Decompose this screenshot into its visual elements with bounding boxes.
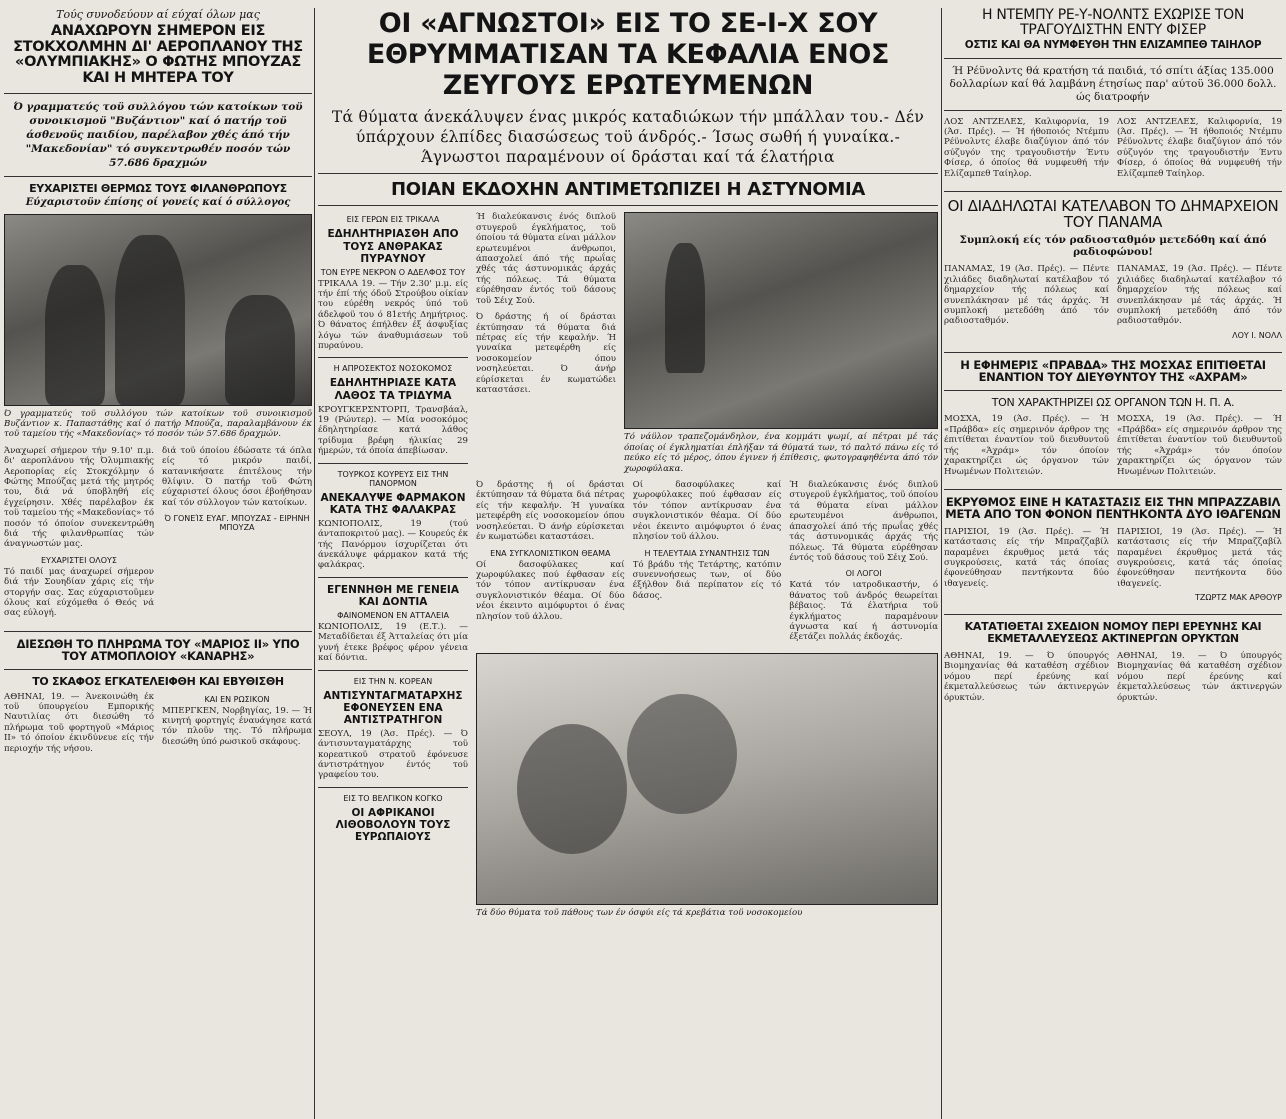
left-headline-2: ΔΙΕΣΩΘΗ ΤΟ ΠΛΗΡΩΜΑ ΤΟΥ «ΜΑΡΙΟΣ ΙΙ» ΥΠΟ ΤΟΥ ΑΤΜΟΠΛΟΙΟΥ «ΚΑΝΑΡΗΣ»	[16, 636, 300, 664]
right-body-cols-2	[944, 264, 1282, 345]
article-text: ΠΑΡΙΣΙΟΙ, 19 (Άσ. Πρές). — Ή κατάστασις είς τήν Μπραζζαβίλ παραμένει έκρυθμος μετά τάς συγκρούσεις, κατά τάς όποίας έφονεύθησαν πεντήκοντα δύο ιθαγενείς.	[1117, 526, 1282, 589]
left-deck: Ό γραμματεύς τοϋ συλλόγου τών κατοίκων τοϋ συνοικισμοϋ "Βυζάντιον" καί ό πατήρ τοϋ άσθενοϋς παιδίου, παρέλαβον χθές άπό τήν "Μακεδονίαν" τό συγκεντρωθέν ποσόν τών 57.686 δραχμών	[13, 100, 303, 169]
left-headline: ΑΝΑΧΩΡΟΥΝ ΣΗΜΕΡΟΝ ΕΙΣ ΣΤΟΚΧΟΛΜΗΝ ΔΙ' ΑΕΡΟΠΛΑΝΟΥ ΤΗΣ «ΟΛΥΜΠΙΑΚΗΣ» Ο ΦΩΤΗΣ ΜΠΟΥΖΑΣ ΚΑΙ Η ΜΗΤΕΡΑ ΤΟΥ	[13, 23, 303, 86]
divider	[944, 110, 1282, 111]
brief-kicker: ΕΙΣ ΤΟ ΒΕΛΓΙΚΟΝ ΚΟΓΚΟ	[343, 793, 443, 803]
right-headline-3: Η ΕΦΗΜΕΡΙΣ «ΠΡΑΒΔΑ» ΤΗΣ ΜΟΣΧΑΣ ΕΠΙΤΙΘΕΤΑΙ ΕΝΑΝΤΙΟΝ ΤΟΥ ΔΙΕΥΘΥΝΤΟΥ ΤΗΣ «ΑΧΡΑΜ»	[960, 357, 1266, 385]
article-text: Οί δασοφύλακες καί χωροφύλακες πού έφθασαν είς τόν τόπον αντίκρυσαν ένα συγκλονιστικόν θέαμα. Οί δύο νέοι έκειντο αιμόφυρτοι ό ένας πλησίον τοϋ άλλου.	[476, 559, 625, 622]
center-main-col	[476, 212, 616, 480]
brief-text: ΚΩΝΙΟΠΟΛΙΣ, 19 (Ε.Τ.). — Μεταδίδεται έξ Άτταλείας ότι μία γυνή έτεκε βρέφος φέρον γένεια καί δόντια.	[318, 621, 468, 664]
brief-sub: ΤΟΝ ΕΥΡΕ ΝΕΚΡΟΝ Ο ΑΔΕΛΦΟΣ ΤΟΥ	[320, 267, 466, 277]
center-main-story	[476, 212, 938, 924]
article-text: διά τοϋ όποίου έδώσατε τά όπλα είς τό μικρόν παιδί, κατανικήσατε έπιτέλους τήν θλίψιν. Ό πατήρ τοϋ Φώτη εύχαριστεί όλους όσοι έβοήθησαν καί τόν σύλλογον τών κατοίκων.	[162, 445, 312, 508]
divider	[944, 614, 1282, 615]
center-main-col	[476, 480, 625, 649]
article-text: ΑΘΗΝΑΙ, 19. — Ό ύπουργός Βιομηχανίας θά καταθέση σχέδιον νόμου περί έρεύνης καί έκμεταλλεύσεως τών άκτινεργών όρυκτών.	[1117, 650, 1282, 703]
divider	[944, 58, 1282, 59]
brief-headline: ΕΔΗΛΗΤΗΡΙΑΣΘΗ ΑΠΟ ΤΟΥΣ ΑΝΘΡΑΚΑΣ ΠΥΡΑΥΝΟΥ	[327, 228, 459, 265]
right-body-cols-3	[944, 414, 1282, 482]
brief-headline: ΟΙ ΑΦΡΙΚΑΝΟΙ ΛΙΘΟΒΟΛΟΥΝ ΤΟΥΣ ΕΥΡΩΠΑΙΟΥΣ	[335, 806, 451, 843]
right-deck-1: Ή Ρέϋνολντς θά κρατήση τά παιδιά, τό σπίτι άξίας 135.000 δολλαρίων καί θά λαμβάνη έτησίως παρ' αύτοϋ 36.000 δολλ. ώς διατροφήν	[949, 64, 1277, 103]
brief-text: ΚΡΟΥΓΚΕΡΣΝΤΟΡΠ, Τρανσβάαλ, 19 (Ρώυτερ). — Μία νοσοκόμος έδηλητηρίασε κατά λάθος τρίδυμα βρέφη ήλικίας 29 ήμερών, τά όποία άπεβίωσαν.	[318, 404, 468, 457]
right-headline-5: ΚΑΤΑΤΙΘΕΤΑΙ ΣΧΕΔΙΟΝ ΝΟΜΟΥ ΠΕΡΙ ΕΡΕΥΝΗΣ ΚΑΙ ΕΚΜΕΤΑΛΛΕΥΣΕΩΣ ΑΚΤΙΝΕΡΓΩΝ ΟΡΥΚΤΩΝ	[964, 620, 1262, 646]
column-rule	[314, 8, 315, 1119]
article-text: ΜΠΕΡΓΚΕΝ, Νορβηγίας, 19. — Ή κινητή φορτηγίς έναυάγησε κατά τόν πλοϋν της. Τό πλήρωμα διεσώθη ύπό ρωσικοϋ σκάφους.	[162, 705, 312, 747]
right-headline-4: ΕΚΡΥΘΜΟΣ ΕΙΝΕ Η ΚΑΤΑΣΤΑΣΙΣ ΕΙΣ ΤΗΝ ΜΠΡΑΖΖΑΒΙΛ ΜΕΤΑ ΑΠΟ ΤΟΝ ΦΟΝΟΝ ΠΕΝΤΗΚΟΝΤΑ ΔΥΟ ΙΘΑΓΕΝΩΝ	[945, 494, 1281, 522]
left-photo	[4, 214, 312, 406]
center-headline-2: ΠΟΙΑΝ ΕΚΔΟΧΗΝ ΑΝΤΙΜΕΤΩΠΙΖΕΙ Η ΑΣΤΥΝΟΜΙΑ	[391, 179, 865, 200]
brief-headline: ΕΓΕΝΝΗΘΗ ΜΕ ΓΕΝΕΙΑ ΚΑΙ ΔΟΝΤΙΑ	[327, 583, 459, 608]
spectacle-heading: ΕΝΑ ΣΥΓΚΛΟΝΙΣΤΙΚΟΝ ΘΕΑΜΑ	[490, 548, 611, 558]
right-body-col	[1117, 264, 1282, 345]
brief-headline: ΑΝΕΚΑΛΥΨΕ ΦΑΡΜΑΚΟΝ ΚΑΤΑ ΤΗΣ ΦΑΛΑΚΡΑΣ	[320, 491, 466, 516]
right-headline-1: Η ΝΤΕΜΠΥ ΡΕ-Υ-ΝΟΛΝΤΣ ΕΧΩΡΙΣΕ ΤΟΝ ΤΡΑΓΟΥΔΙΣΤΗΝ ΕΝΤΥ ΦΙΣΕΡ	[981, 8, 1245, 39]
right-body-col	[1117, 527, 1282, 608]
left-body-col	[4, 692, 154, 760]
divider	[318, 173, 938, 174]
article-text: Τό βράδυ τής Τετάρτης, κατόπιν συνεννοήσεως των, οί δύο έξήλθον διά περίπατον είς τό δάσος.	[632, 559, 782, 601]
brief-sub: ΦΑΙΝΟΜΕΝΟΝ ΕΝ ΑΤΤΑΛΕΙΑ	[337, 610, 449, 620]
brief-kicker: ΕΙΣ ΤΗΝ Ν. ΚΟΡΕΑΝ	[353, 676, 433, 686]
center-main-cols	[476, 480, 938, 649]
left-body-columns-2	[4, 692, 312, 760]
article-text: Ό δράστης ή οί δράσται έκτύπησαν τά θύματα διά πέτρας είς τήν κεφαλήν. Ή γυναίκα μετεφέρθη είς νοσοκομείον όπου νοσηλεύεται. Ό άνήρ εύρίσκεται έν κωματώδει καταστάσει.	[476, 312, 616, 395]
right-body-cols-5	[944, 651, 1282, 709]
article-text: Τό παιδί μας άναχωρεί σήμερον διά τήν Σουηδίαν χάρις είς τήν στοργήν σας. Σας εύχαριστοϋμεν όλους καί εύχόμεθα ό Θεός νά σας εύλογή.	[4, 566, 154, 619]
left-column	[4, 8, 312, 1119]
right-signature-4: ΤΖΩΡΤΖ ΜΑΚ ΑΡΘΟΥΡ	[1195, 593, 1282, 603]
right-body-col	[944, 414, 1109, 482]
photo-figure	[45, 265, 105, 405]
article-text: Ό δράστης ή οί δράσται έκτύπησαν τά θύματα διά πέτρας είς τήν κεφαλήν. Ή γυναίκα μετεφέρθη είς νοσοκομείον όπου νοσηλεύεται. Ό άνήρ εύρίσκεται έν κωματώδει καταστάσει.	[476, 480, 625, 543]
divider	[318, 787, 468, 788]
left-body-columns	[4, 446, 312, 625]
divider	[4, 176, 312, 177]
divider	[318, 205, 938, 206]
brief-kicker: Η ΑΠΡΟΣΕΚΤΟΣ ΝΟΣΟΚΟΜΟΣ	[333, 364, 453, 374]
center-briefs	[318, 212, 468, 924]
left-headline-2b: ΤΟ ΣΚΑΦΟΣ ΕΓΚΑΤΕΛΕΙΦΘΗ ΚΑΙ ΕΒΥΘΙΣΘΗ	[32, 674, 284, 688]
left-rosikon-heading: ΚΑΙ ΕΝ ΡΩΣΙΚΟΝ	[204, 694, 270, 704]
article-text: ΑΘΗΝΑΙ, 19. — Άνεκοινώθη έκ τοϋ ύπουργείου Εμπορικής Ναυτιλίας ότι διεσώθη τό πλήρωμα τοϋ φορτηγοϋ «Μάριος ΙΙ» τό όποίον έκινδύνευε είς τήν περιοχήν τής νήσου.	[4, 691, 154, 754]
column-rule	[941, 8, 942, 1119]
right-body-col	[1117, 651, 1282, 709]
left-body-col	[162, 692, 312, 760]
photo-figure	[517, 724, 627, 854]
article-text: Ή διαλεύκανσις ένός διπλοϋ στυγεροϋ έγκλήματος, τοϋ όποίου τά θύματα είναι μάλλον ερωτευμένοι άνθρωποι, άπασχολεί άπό τής πρωΐας χθές τάς άστυνομικάς άρχάς τής πόλεως. Τά θύματα εύρέθησαν έντός τοϋ δάσους τοϋ Σέιχ Σού.	[476, 212, 616, 306]
center-main-col	[633, 480, 782, 649]
article-text: ΠΑΝΑΜΑΣ, 19 (Άσ. Πρές). — Πέντε χιλιάδες διαδηλωταί κατέλαβον τό δημαρχείον τής πόλεως καί συνεπλάκησαν μέ τάς άρχάς. Ή συμπλοκή μετεδόθη άπό τόν ραδιοσταθμόν.	[1117, 264, 1282, 327]
photo-figure	[665, 243, 705, 373]
article-text: ΛΟΣ ΑΝΤΖΕΛΕΣ, Καλιφορνία, 19 (Άσ. Πρές). — Ή ήθοποιός Ντέμπυ Ρέϋνολντς έλαβε διαζύγιον άπό τόν σύζυγόν της τραγουδιστήν Έντυ Φίσερ, ό όποίος θά νυμφευθή τήν Ελίζαμπεθ Ταίηλορ.	[1117, 116, 1282, 179]
brief-headline: ΑΝΤΙΣΥΝΤΑΓΜΑΤΑΡΧΗΣ ΕΦΟΝΕΥΣΕΝ ΕΝΑ ΑΝΤΙΣΤΡΑΤΗΓΟΝ	[323, 689, 463, 726]
brief-text: ΤΡΙΚΑΛΑ 19. — Τήν 2.30' μ.μ. είς τήν έπί τής όδοϋ Στρούβου οίκίαν του εύρέθη νεκρός ύπό τοϋ άδελφοϋ του ό 81ετής Δημήτριος. Ό θάνατος έπήλθεν έξ άσφυξίας λόγω τών άναθυμιάσεων τοϋ πυραύνου.	[318, 278, 468, 352]
divider	[4, 93, 312, 94]
left-photo-caption: Ό γραμματεύς τοϋ συλλόγου τών κατοίκων τοϋ συνοικισμοϋ Βυζάντιον κ. Παπαστάθης καί ό πατήρ Μπούζα, παραλαμβάνουν έκ τοϋ ταμείου τής «Μακεδονίας» τό ποσόν τών 57.686 δραχμών.	[4, 408, 312, 440]
right-body-col	[944, 264, 1109, 345]
brief-headline: ΕΔΗΛΗΤΗΡΙΑΣΕ ΚΑΤΑ ΛΑΘΟΣ ΤΑ ΤΡΙΔΥΜΑ	[329, 377, 457, 402]
left-signature: Ό ΓΟΝΕΊΣ ΕΥΑΓ. ΜΠΟΥΖΑΣ - ΕΙΡΗΝΗ ΜΠΟΥΖΑ	[164, 514, 310, 533]
center-deck: Τά θύματα άνεκάλυψεν ένας μικρός καταδιώκων τήν μπάλλαν του.- Δέν ύπάρχουν έλπίδες διασώσεως τοϋ άνδρός.- Ίσως σωθή ή γυναίκα.- Άγνωστοι παραμένουν οί δράσται καί τά έλατήρια	[331, 108, 925, 166]
article-text: ΜΟΣΧΑ, 19 (Άσ. Πρές). — Ή «Πράβδα» είς σημερινόν άρθρον της έπιτίθεται έναντίον τοϋ διευθυντοϋ τής «Άχράμ» τόν όποίον χαρακτηρίζει ώς όργανον τών Ηνωμένων Πολιτειών.	[944, 414, 1109, 477]
right-body-col	[1117, 117, 1282, 185]
last-meeting-heading: Η ΤΕΛΕΥΤΑΙΑ ΣΥΝΑΝΤΗΣΙΣ ΤΩΝ	[644, 548, 770, 558]
crime-scene-caption: Τό νάϋλον τραπεζομάνδηλον, ένα κομμάτι ψωμί, αί πέτραι μέ τάς όποίας οί έγκληματίαι έπλήξαν τά θύματά των, τό παλτό πάνω είς τό πεύκο είς τό μέρος, όπου έγινεν ή έπίθεσις, φωτογραφηθέντα άπό τόν χωροφύλακα.	[624, 432, 938, 474]
brief-kicker: ΕΙΣ ΓΕΡΩΝ ΕΙΣ ΤΡΙΚΑΛΑ	[346, 215, 440, 225]
left-olous-heading: ΕΥΧΑΡΙΣΤΕΙ ΟΛΟΥΣ	[41, 555, 117, 565]
divider	[318, 357, 468, 358]
photo-figure	[115, 235, 185, 405]
victims-photo	[476, 653, 938, 905]
center-main-col	[789, 480, 938, 649]
divider	[944, 489, 1282, 490]
brief-text: ΣΕΟΥΛ, 19 (Άσ. Πρές). — Ό άντισυνταγματάρχης τοϋ κορεατικοϋ στρατοϋ έφόνευσε άντιστράτηγον έντός τοϋ γραφείου του.	[318, 728, 468, 781]
article-text: Κατά τόν ιατροδικαστήν, ό θάνατος τοϋ άνδρός θεωρείται βέβαιος. Τά έλατήρια τοϋ έγκλήματος παραμένουν άγνωστα καί ή άστυνομία έξετάζει πολλάς έκδοχάς.	[789, 580, 938, 643]
left-body-col	[162, 446, 312, 625]
center-main-top	[476, 212, 938, 480]
divider	[4, 669, 312, 670]
right-sub-2: Συμπλοκή είς τόν ραδιοσταθμόν μετεδόθη καί άπό ραδιοφώνου!	[959, 234, 1267, 259]
article-text: ΜΟΣΧΑ, 19 (Άσ. Πρές). — Ή «Πράβδα» είς σημερινόν άρθρον της έπιτίθεται έναντίον τοϋ διευθυντοϋ τής «Άχράμ» τόν όποίον χαρακτηρίζει ώς όργανον τών Ηνωμένων Πολιτειών.	[1117, 414, 1282, 477]
article-text: ΛΟΣ ΑΝΤΖΕΛΕΣ, Καλιφορνία, 19 (Άσ. Πρές). — Ή ήθοποιός Ντέμπυ Ρέϋνολντς έλαβε διαζύγιον άπό τόν σύζυγόν της τραγουδιστήν Έντυ Φίσερ, ό όποίος θά νυμφευθή τήν Ελίζαμπεθ Ταίηλορ.	[944, 116, 1109, 179]
right-body-col	[944, 117, 1109, 185]
center-headline: ΟΙ «ΑΓΝΩΣΤΟΙ» ΕΙΣ ΤΟ ΣΕ-Ι-Χ ΣΟΥ ΕΘΡΥΜΜΑΤΙΣΑΝ ΤΑ ΚΕΦΑΛΙΑ ΕΝΟΣ ΖΕΥΓΟΥΣ ΕΡΩΤΕΥΜΕΝΩΝ	[366, 8, 890, 101]
photo-figure	[627, 694, 737, 814]
article-text: Ή διαλεύκανσις ένός διπλοϋ στυγεροϋ έγκλήματος, τοϋ όποίου τά θύματα είναι μάλλον ερωτευμένοι άνθρωποι, άπασχολεί άπό τής πρωΐας χθές τάς άστυνομικάς άρχάς τής πόλεως. Τά θύματα εύρέθησαν έντός τοϋ δάσους τοϋ Σέιχ Σού.	[789, 480, 938, 563]
brief-text: ΚΩΝΙΟΠΟΛΙΣ, 19 (τού άνταποκριτού μας). — Κουρεύς έκ τής Πανόρμου ίσχυρίζεται ότι άνεκάλυψε φάρμακον κατά τής φαλάκρας.	[318, 518, 468, 571]
divider	[944, 191, 1282, 192]
right-body-col	[944, 527, 1109, 608]
left-thanks-sub: Εύχαριστοϋν έπίσης οί γονείς καί ό σύλλογος	[25, 196, 291, 208]
reasons-heading: ΟΙ ΛΟΓΟΙ	[845, 569, 882, 579]
left-thanks-headline: ΕΥΧΑΡΙΣΤΕΙ ΘΕΡΜΩΣ ΤΟΥΣ ΦΙΛΑΝΘΡΩΠΟΥΣ	[29, 181, 287, 195]
divider	[4, 631, 312, 632]
right-body-col	[1117, 414, 1282, 482]
article-text: ΑΘΗΝΑΙ, 19. — Ό ύπουργός Βιομηχανίας θά καταθέση σχέδιον νόμου περί έρεύνης καί έκμεταλλεύσεως τών άκτινεργών όρυκτών.	[944, 650, 1109, 703]
photo-figure	[225, 295, 295, 405]
center-photo-wrap	[624, 212, 938, 480]
brief-kicker: ΤΟΥΡΚΟΣ ΚΟΥΡΕΥΣ ΕΙΣ ΤΗΝ ΠΑΝΟΡΜΟΝ	[337, 469, 449, 488]
right-signature-2: ΛΟΥ Ι. ΝΟΛΛ	[1232, 330, 1282, 340]
article-text: ΠΑΡΙΣΙΟΙ, 19 (Άσ. Πρές). — Ή κατάστασις είς τήν Μπραζζαβίλ παραμένει έκρυθμος μετά τάς συγκρούσεις, κατά τάς όποίας έφονεύθησαν πεντήκοντα δύο ιθαγενείς.	[944, 526, 1109, 589]
divider	[944, 352, 1282, 353]
center-body	[318, 212, 938, 924]
left-kicker: Τούς συνοδεύουν αί εύχαί όλων μας	[56, 8, 260, 21]
divider	[944, 390, 1282, 391]
left-body-col	[4, 446, 154, 625]
right-body-cols-1	[944, 117, 1282, 185]
victims-caption: Τά δύο θύματα τοϋ πάθους των έν όσφύι είς τά κρεβάτια τοϋ νοσοκομείου	[476, 907, 803, 918]
right-body-cols-4	[944, 527, 1282, 608]
article-text: Άναχωρεί σήμερον τήν 9.10' π.μ. δι' αεροπλάνου τής Όλυμπιακής Αεροπορίας είς Στοκχόλμην ό Φώτης Μπούζας μετά τής μητρός του, διά νά ύποβληθή είς έγχείρησιν. Χθές παρέλαβον έκ τοϋ ταμείου τής «Μακεδονίας» τό ποσόν τό όποίον συνεκεντρώθη διά τής φιλανθρωπίας τών άναγνωστών μας.	[4, 445, 154, 550]
right-sub-3: ΤΟΝ ΧΑΡΑΚΤΗΡΙΖΕΙ ΩΣ ΟΡΓΑΝΟΝ ΤΩΝ Η. Π. Α.	[991, 395, 1235, 409]
right-column	[944, 8, 1282, 1119]
right-headline-2: ΟΙ ΔΙΑΔΗΛΩΤΑΙ ΚΑΤΕΛΑΒΟΝ ΤΟ ΔΗΜΑΡΧΕΙΟΝ ΤΟΥ ΠΑΝΑΜΑ	[947, 196, 1279, 232]
right-sub-1: ΟΣΤΙΣ ΚΑΙ ΘΑ ΝΥΜΦΕΥΘΗ ΤΗΝ ΕΛΙΖΑΜΠΕΘ ΤΑΙΗΛΟΡ	[964, 39, 1262, 52]
divider	[318, 670, 468, 671]
center-column	[318, 8, 938, 1119]
divider	[318, 463, 468, 464]
crime-scene-photo	[624, 212, 938, 429]
divider	[318, 577, 468, 578]
article-text: Οί δασοφύλακες καί χωροφύλακες πού έφθασαν είς τόν τόπον αντίκρυσαν ένα συγκλονιστικόν θέαμα. Οί δύο νέοι έκειντο αιμόφυρτοι ό ένας πλησίον τοϋ άλλου.	[632, 480, 782, 543]
article-text: ΠΑΝΑΜΑΣ, 19 (Άσ. Πρές). — Πέντε χιλιάδες διαδηλωταί κατέλαβον τό δημαρχείον τής πόλεως καί συνεπλάκησαν μέ τάς άρχάς. Ή συμπλοκή μετεδόθη άπό τόν ραδιοσταθμόν.	[944, 264, 1109, 327]
right-body-col	[944, 651, 1109, 709]
